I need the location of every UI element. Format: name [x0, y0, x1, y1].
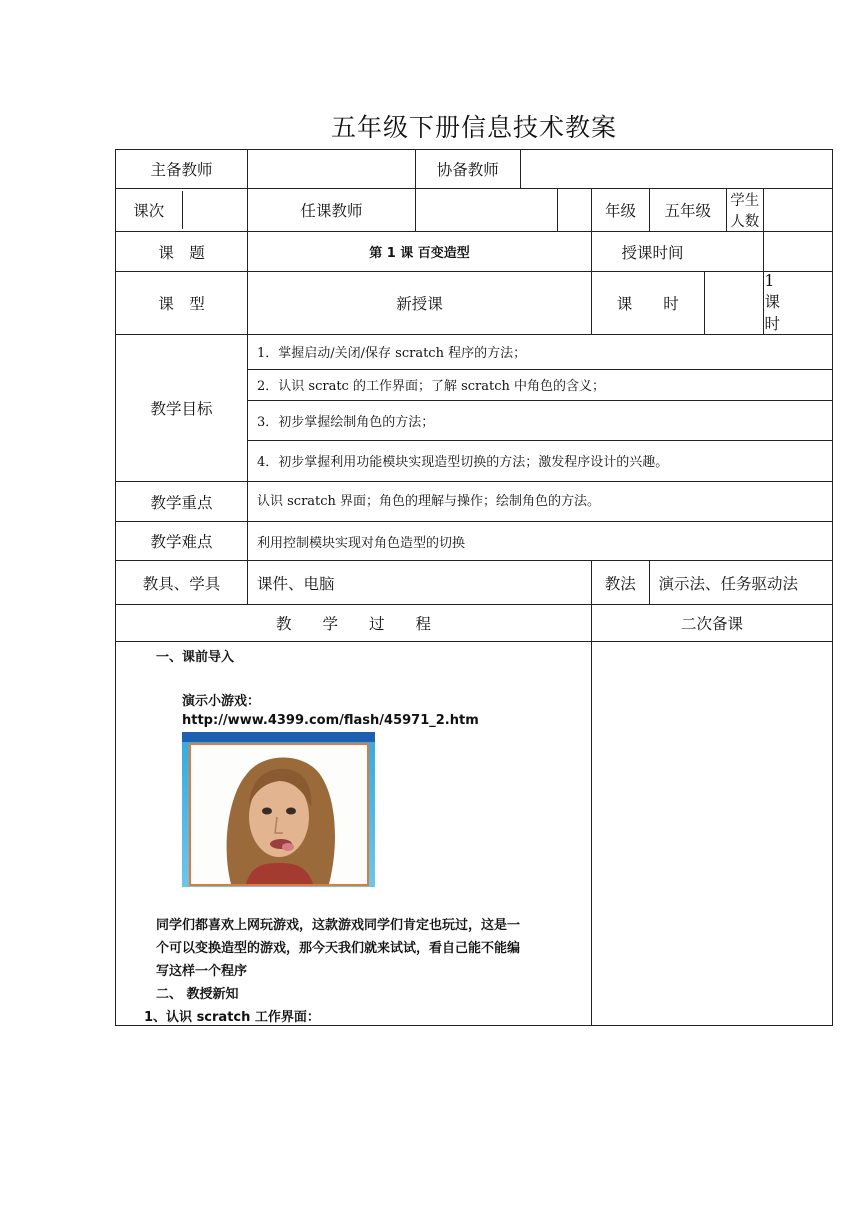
difficulties-row [116, 522, 833, 561]
main-teacher-value [248, 150, 416, 189]
process-header-row [116, 605, 833, 642]
key-points-value: 认识 scratch 界面；角色的理解与操作；绘制角色的方法。 [248, 482, 833, 522]
grade-label: 年级 [592, 189, 650, 232]
co-teacher-value [520, 150, 832, 188]
intro-paragraph-line-1: 同学们都喜欢上网玩游戏，这款游戏同学们肯定也玩过，这是一 [156, 918, 521, 933]
hours-label: 课 时 [592, 272, 704, 334]
difficulties-value: 利用控制模块实现对角色造型的切换 [248, 522, 833, 561]
backup-header: 二次备课 [592, 605, 833, 642]
lesson-no-label: 课次 [116, 191, 182, 229]
game-title-bar [182, 732, 375, 742]
tools-value: 课件、电脑 [248, 561, 592, 605]
lesson-no-value [182, 191, 247, 229]
game-screenshot [182, 732, 375, 887]
objective-item-4: 4．初步掌握利用功能模块实现造型切换的方法；激发程序设计的兴趣。 [257, 455, 669, 471]
students-label: 学生人数 [730, 193, 760, 230]
type-label: 课 型 [116, 272, 248, 335]
key-points-row [116, 482, 833, 522]
objective-item-2: 2．认识 scratc 的工作界面；了解 scratch 中角色的含义； [248, 369, 832, 400]
objective-item-3: 3．初步掌握绘制角色的方法； [248, 400, 832, 440]
intro-paragraph-line-2: 个可以变换造型的游戏，那今天我们就来试试，看自己能不能编 [156, 941, 521, 956]
objective-item-1: 1．掌握启动/关闭/保存 scratch 程序的方法； [248, 335, 832, 369]
type-value: 新授课 [248, 272, 592, 335]
lesson-plan-table [115, 149, 833, 1026]
document-title: 五年级下册信息技术教案 [330, 113, 617, 142]
topic-label: 课 题 [116, 232, 248, 272]
lesson-info-row [116, 189, 833, 232]
co-teacher-label: 协备教师 [416, 150, 520, 188]
method-label: 教法 [592, 561, 649, 604]
process-content-row [116, 642, 833, 1026]
tools-label: 教具、学具 [116, 561, 248, 605]
main-teacher-label: 主备教师 [116, 150, 248, 189]
hours-value: 1 课时 [764, 272, 781, 333]
face-image [191, 745, 367, 884]
objectives-label: 教学目标 [116, 335, 248, 482]
demo-url: http://www.4399.com/flash/45971_2.htm [182, 713, 479, 728]
difficulties-label: 教学难点 [116, 522, 248, 561]
type-row [116, 272, 833, 335]
backup-content [592, 642, 833, 1026]
teacher-row [116, 150, 833, 189]
process-content [116, 642, 592, 1026]
method-value: 演示法、任务驱动法 [658, 574, 799, 593]
teacher-value [416, 189, 558, 232]
lesson-time-label: 授课时间 [592, 232, 764, 272]
students-value [764, 189, 833, 232]
section-new-knowledge-heading: 二、 教授新知 [156, 987, 239, 1002]
topic-value: 第 1 课 百变造型 [248, 232, 592, 272]
objectives-row [116, 335, 833, 482]
key-points-label: 教学重点 [116, 482, 248, 522]
lesson-time-value [764, 232, 833, 272]
intro-paragraph-line-3: 写这样一个程序 [156, 964, 248, 979]
game-frame [189, 743, 369, 886]
teacher-value-extra [558, 189, 592, 232]
topic-row [116, 232, 833, 272]
tools-row [116, 561, 833, 605]
process-header: 教 学 过 程 [116, 605, 592, 642]
subsection-interface-heading: 1、认识 scratch 工作界面： [144, 1010, 320, 1025]
demo-label: 演示小游戏： [182, 694, 261, 709]
section-intro-heading: 一、课前导入 [156, 650, 235, 665]
teacher-label: 任课教师 [248, 189, 416, 232]
grade-value: 五年级 [650, 189, 726, 231]
